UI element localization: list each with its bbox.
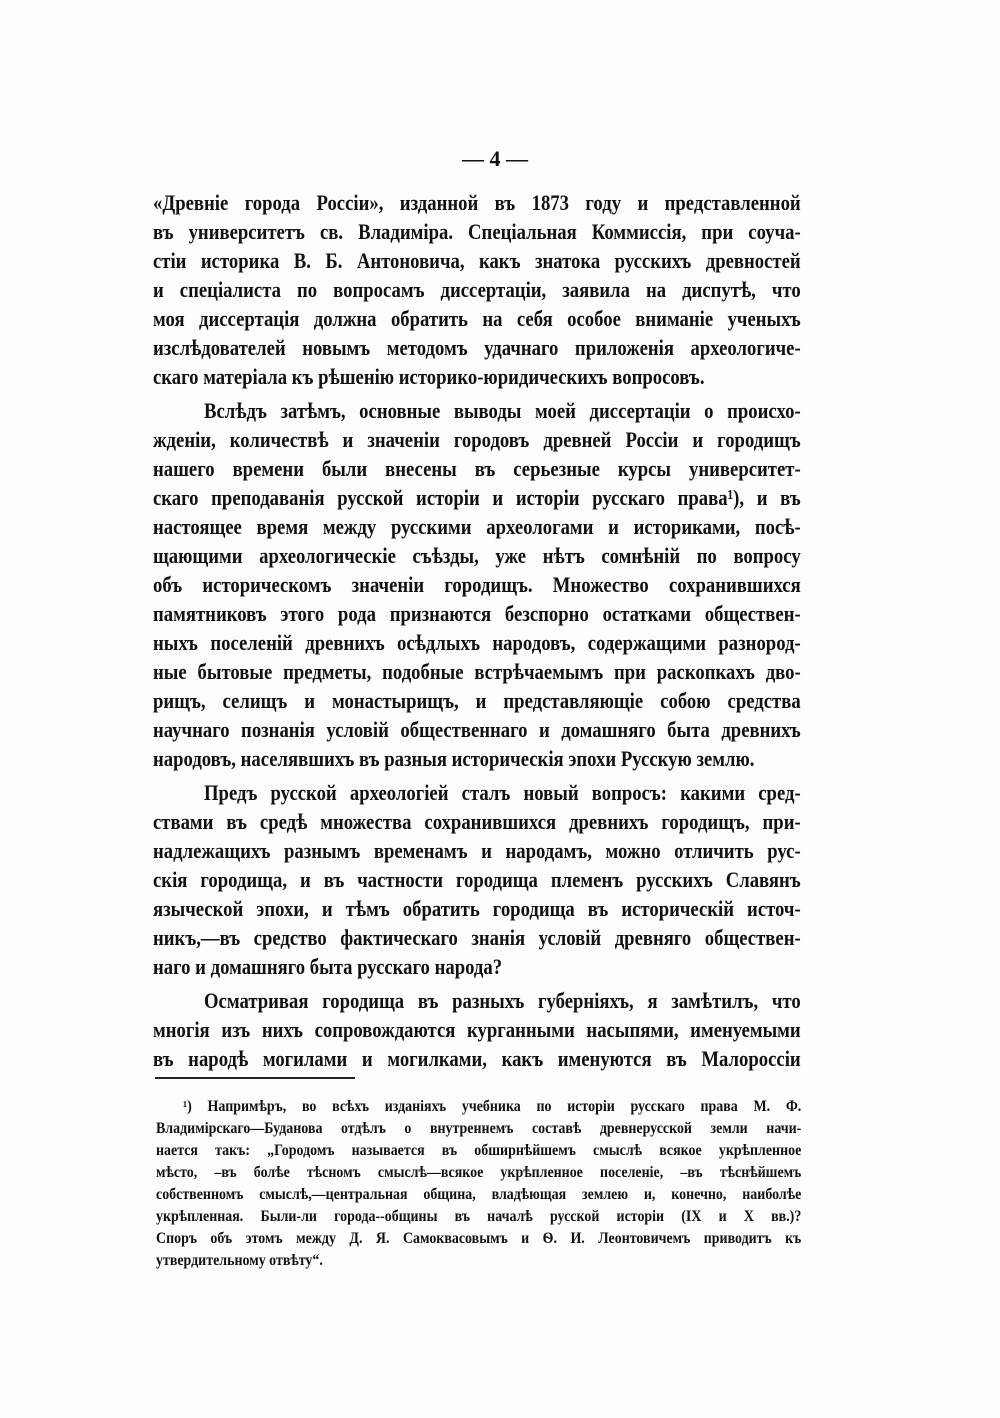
text-line: народовъ, населявшихъ въ разныя историческія эпохи Русскую землю.: [153, 746, 755, 771]
text-line: щающими археологическіе съѣзды, уже нѣтъ сомнѣній по вопросу: [153, 543, 801, 568]
paragraph: [153, 986, 801, 1073]
main-text: [153, 188, 801, 1078]
paragraph: [153, 188, 801, 391]
footnote-line: мѣсто, –въ болѣе тѣсномъ смыслѣ—всякое укрѣпленное поселеніе, –въ тѣснѣйшемъ: [156, 1164, 802, 1181]
text-line: никъ,—въ средство фактическаго знанія условій древняго обществен-: [153, 925, 801, 950]
text-line: ныхъ поселеній древнихъ осѣдлыхъ народовъ, содержащими разнород-: [153, 630, 801, 655]
paragraph: [153, 778, 801, 981]
text-line: памятниковъ этого рода признаются безспорно остатками обществен-: [153, 601, 801, 626]
text-line: настоящее время между русскими археологами и историками, посѣ-: [153, 514, 801, 539]
text-line: нашего времени были внесены въ серьезные курсы университет-: [153, 456, 801, 481]
text-line: языческой эпохи, и тѣмъ обратить городища въ историческій источ-: [153, 896, 801, 921]
text-line: скія городища, и въ частности городища племенъ русскихъ Славянъ: [153, 867, 801, 892]
text-line: объ историческомъ значеніи городищъ. Множество сохранившихся: [153, 572, 801, 597]
text-line: скаго матеріала къ рѣшенію историко-юридическихъ вопросовъ.: [153, 364, 705, 389]
text-line: стіи историка В. Б. Антоновича, какъ знатока русскихъ древностей: [153, 248, 801, 273]
text-line: рищъ, селищъ и монастырищъ, и представляющіе собою средства: [153, 688, 801, 713]
paragraph: [153, 396, 801, 773]
text-line: надлежащихъ разнымъ временамъ и народамъ, можно отличить рус-: [153, 838, 801, 863]
text-line: наго и домашняго быта русскаго народа?: [153, 954, 503, 979]
text-line: Вслѣдъ затѣмъ, основные выводы моей диссертаціи о происхо-: [204, 398, 801, 423]
text-line: изслѣдователей новымъ методомъ удачнаго приложенія археологиче-: [153, 335, 801, 360]
footnote-line: Владимірскаго—Буданова отдѣлъ о внутреннемъ составѣ древнерусской земли начи-: [156, 1120, 802, 1137]
footnote-line: утвердительному отвѣту“.: [156, 1252, 323, 1269]
text-line: «Древніе города Россіи», изданной въ 1873 году и представленной: [153, 190, 801, 215]
text-line: жденіи, количествѣ и значеніи городовъ древней Россіи и городищъ: [153, 427, 801, 452]
footnote-line: собственномъ смыслѣ,—центральная община, владѣющая землею и, конечно, наиболѣе: [156, 1186, 802, 1203]
footnote-line: Споръ объ этомъ между Д. Я. Самоквасовымъ и Ѳ. И. Леонтовичемъ приводитъ къ: [156, 1230, 802, 1247]
text-line: и спеціалиста по вопросамъ диссертаціи, заявила на диспутѣ, что: [153, 277, 801, 302]
text-line: въ народѣ могилами и могилками, какъ именуются въ Малороссіи: [153, 1046, 801, 1071]
footnote-line: укрѣпленная. Были-ли города--общины въ началѣ русской исторіи (IX и X вв.)?: [156, 1208, 802, 1225]
footnote-line: нается такъ: „Городомъ называется въ обширнѣйшемъ смыслѣ всякое укрѣпленное: [156, 1142, 802, 1159]
text-line: ствами въ средѣ множества сохранившихся древнихъ городищъ, при-: [153, 809, 801, 834]
text-line: моя диссертація должна обратить на себя особое вниманіе ученыхъ: [153, 306, 801, 331]
text-line: въ университетъ св. Владиміра. Спеціальная Коммиссія, при соуча-: [153, 219, 801, 244]
text-line: многія изъ нихъ сопровождаются курганными насыпями, именуемыми: [153, 1017, 801, 1042]
text-line: скаго преподаванія русской исторіи и исторіи русскаго права¹), и въ: [153, 485, 801, 510]
footnote: [156, 1096, 801, 1272]
text-line: научнаго познанія условій общественнаго и домашняго быта древнихъ: [153, 717, 801, 742]
footnote-line: ¹) Напримѣръ, во всѣхъ изданіяхъ учебника по исторіи русскаго права М. Ф.: [183, 1098, 802, 1115]
text-line: ные бытовые предметы, подобные встрѣчаемымъ при раскопкахъ дво-: [153, 659, 801, 684]
footnote-divider: [155, 1077, 355, 1079]
text-line: Предъ русской археологіей сталъ новый вопросъ: какими сред-: [204, 780, 801, 805]
page-number: — 4 —: [462, 146, 528, 171]
text-line: Осматривая городища въ разныхъ губерніяхъ, я замѣтилъ, что: [204, 988, 801, 1013]
